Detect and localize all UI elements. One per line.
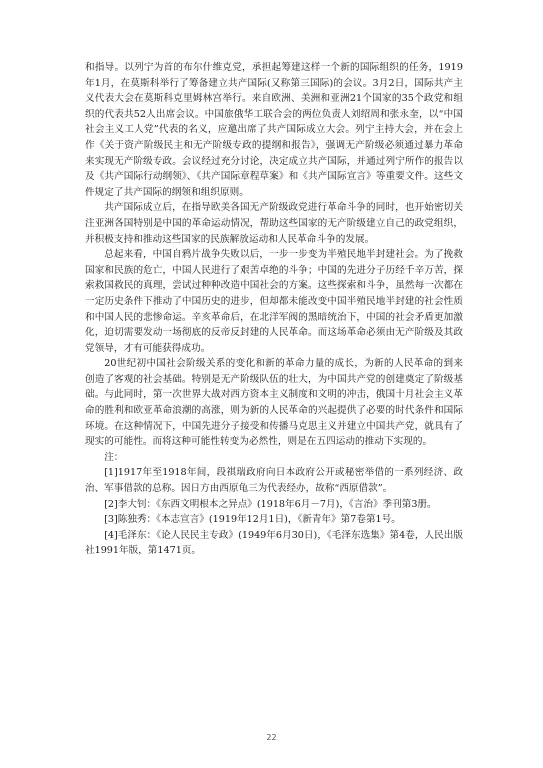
body-paragraph-3: 总起来看，中国自鸦片战争失败以后，一步一步变为半殖民地半封建社会。为了挽救国家和民族的危亡，中国人民进行了艰苦卓绝的斗争；中国的先进分子历经千辛万苦，探索救国救民的真理，尝试过种种改造中国社会的方案。这些探索和斗争，虽然每一次都在一定历史条件下推动了中国历史的进步，但却都未能改变中国半殖民地半封建的社会性质和中国人民的悲惨命运。辛亥革命后，在北洋军阀的黑暗统治下，中国的社会矛盾更加激化，迫切需要发动一场彻底的反帝反封建的人民革命。而这场革命必须由无产阶级及其政党领导，才有可能获得成功。 bbox=[85, 249, 463, 354]
body-paragraph-2: 共产国际成立后，在指导欧美各国无产阶级政党进行革命斗争的同时，也开始密切关注亚洲各国特别是中国的革命运动情况，帮助这些国家的无产阶级建立自己的政党组织，并积极支持和推动这些国家的民族解放运动和人民革命斗争的发展。 bbox=[85, 202, 463, 245]
body-paragraph-1: 和指导。以列宁为首的布尔什维克党，承担起筹建这样一个新的国际组织的任务，1919年1月，在莫斯科举行了筹备建立共产国际(又称第三国际)的会议。3月2日，国际共产主义代表大会在莫斯科克里姆林宫举行。来自欧洲、美洲和亚洲21个国家的35个政党和组织的代表共52人出席会议。中国旅俄华工联合会的两位负责人刘绍周和张永奎，以“中国社会主义工人党”代表的名义，应邀出席了共产国际成立大会。列宁主持大会，并在会上作《关于资产阶级民主和无产阶级专政的提纲和报告》，强调无产阶级必须通过暴力革命来实现无产阶级专政。会议经过充分讨论，决定成立共产国际，并通过列宁所作的报告以及《共产国际行动纲领》、《共产国际章程草案》和《共产国际宣言》等重要文件。这些文件规定了共产国际的纲领和组织原则。 bbox=[85, 62, 463, 198]
footnote-2: [2]李大钊：《东西文明根本之异点》(1918年6月－7月)，《言治》季刊第3册。 bbox=[104, 498, 437, 510]
footnote-4: [4]毛泽东：《论人民民主专政》(1949年6月30日)，《毛泽东选集》第4卷，人民出版社1991年版，第1471页。 bbox=[85, 529, 463, 557]
body-paragraph-4: 20世纪初中国社会阶级关系的变化和新的革命力量的成长，为新的人民革命的到来创造了客观的社会基础。特别是无产阶级队伍的壮大，为中国共产党的创建奠定了阶级基础。与此同时，第一次世界大战对西方资本主义制度和文明的冲击，俄国十月社会主义革命的胜利和欧亚革命浪潮的高涨，则为新的人民革命的兴起提供了必要的时代条件和国际环境。在这种情况下，中国先进分子接受和传播马克思主义并建立中国共产党，就具有了现实的可能性。而将这种可能性转变为必然性，则是在五四运动的推动下实现的。 bbox=[85, 358, 463, 448]
footnote-3: [3]陈独秀：《本志宣言》(1919年12月1日)，《新青年》第7卷第1号。 bbox=[104, 514, 401, 526]
footnote-1: [1]1917年至1918年间，段祺瑞政府向日本政府公开或秘密举借的一系列经济、政治、军事借款的总称。因日方由西原龟三为代表经办，故称“西原借款”。 bbox=[85, 467, 463, 495]
page-number: 22 bbox=[266, 733, 277, 742]
notes-label: 注： bbox=[104, 451, 124, 463]
page-body bbox=[85, 60, 463, 559]
